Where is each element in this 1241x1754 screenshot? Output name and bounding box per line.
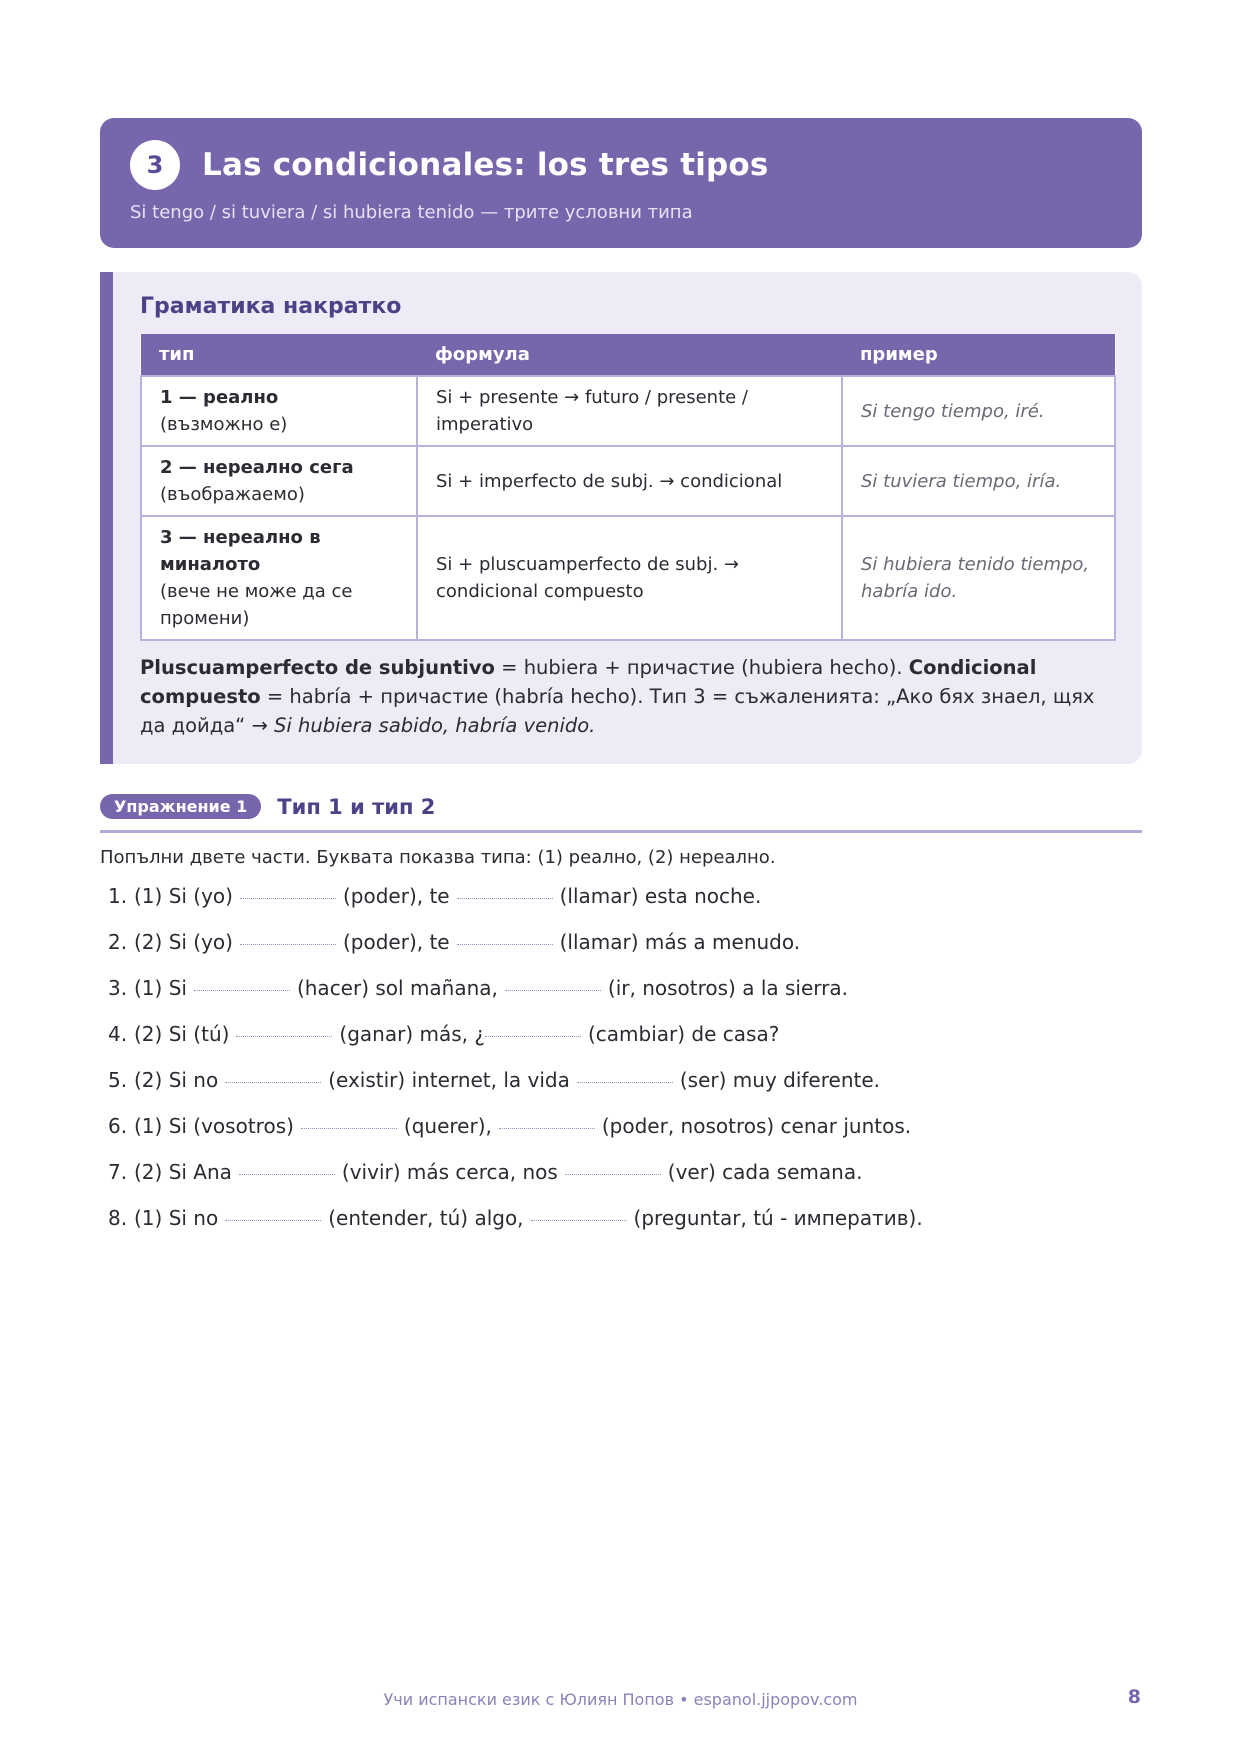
item-text: (existir) internet, la vida	[328, 1068, 570, 1092]
item-number: 8.	[108, 1206, 128, 1230]
formula-cell: Si + pluscuamperfecto de subj. → condicional compuesto	[417, 516, 842, 640]
exercise-list	[100, 876, 1142, 1244]
item-text: (cambiar) de casa?	[587, 1022, 780, 1046]
lesson-number-badge: 3	[130, 140, 180, 190]
item-text: (2) Si Ana	[134, 1160, 232, 1184]
item-number: 2.	[108, 930, 128, 954]
table-row	[141, 446, 1115, 516]
type-cell	[141, 446, 417, 516]
item-text: (2) Si no	[134, 1068, 219, 1092]
item-text: (preguntar, tú - императив).	[633, 1206, 923, 1230]
item-text: (ser) muy diferente.	[679, 1068, 881, 1092]
answer-blank[interactable]	[531, 1201, 627, 1221]
table-row	[141, 376, 1115, 446]
item-number: 6.	[108, 1114, 128, 1138]
grammar-title: Граматика накратко	[140, 294, 402, 319]
grammar-box	[100, 272, 1142, 764]
grammar-note	[140, 653, 1116, 740]
formula-cell: Si + imperfecto de subj. → condicional	[417, 446, 842, 516]
list-item	[100, 1106, 1142, 1152]
answer-blank[interactable]	[457, 879, 553, 899]
item-text: (hacer) sol mañana,	[296, 976, 498, 1000]
note-example: Si hubiera sabido, habría venido.	[274, 714, 596, 737]
column-header: тип	[141, 334, 417, 376]
item-text: (1) Si (vosotros)	[134, 1114, 294, 1138]
note-text: = habría + причастие (habría hecho). Тип 3 = съжаленията: „Ако бях знаел, щях да дойда“ →	[140, 685, 1095, 737]
note-text: = hubiera + причастие (hubiera hecho).	[494, 656, 909, 679]
item-text: (querer),	[403, 1114, 492, 1138]
item-text: (1) Si	[134, 976, 187, 1000]
exercise-header	[100, 794, 1142, 833]
list-item	[100, 1014, 1142, 1060]
item-number: 1.	[108, 884, 128, 908]
answer-blank[interactable]	[225, 1063, 321, 1083]
item-number: 5.	[108, 1068, 128, 1092]
item-text: (poder, nosotros) cenar juntos.	[601, 1114, 912, 1138]
list-item	[100, 1152, 1142, 1198]
type-cell	[141, 376, 417, 446]
answer-blank[interactable]	[505, 971, 601, 991]
item-number: 3.	[108, 976, 128, 1000]
list-item	[100, 876, 1142, 922]
answer-blank[interactable]	[301, 1109, 397, 1129]
list-item	[100, 922, 1142, 968]
answer-blank[interactable]	[485, 1017, 581, 1037]
grammar-table	[140, 334, 1116, 641]
note-term: Pluscuamperfecto de subjuntivo	[140, 656, 495, 679]
item-number: 7.	[108, 1160, 128, 1184]
answer-blank[interactable]	[499, 1109, 595, 1129]
answer-blank[interactable]	[565, 1155, 661, 1175]
exercise-title: Тип 1 и тип 2	[277, 794, 436, 819]
list-item	[100, 968, 1142, 1014]
answer-blank[interactable]	[239, 1155, 335, 1175]
lesson-title: Las condicionales: los tres tipos	[202, 147, 769, 183]
item-text: (entender, tú) algo,	[328, 1206, 524, 1230]
page-content	[100, 118, 1142, 1244]
column-header: пример	[842, 334, 1115, 376]
type-name: 1 — реално	[160, 387, 279, 408]
item-text: (ver) cada semana.	[667, 1160, 863, 1184]
list-item	[100, 1060, 1142, 1106]
answer-blank[interactable]	[577, 1063, 673, 1083]
type-description: (въображаемо)	[160, 484, 305, 505]
item-text: (ir, nosotros) a la sierra.	[607, 976, 848, 1000]
item-number: 4.	[108, 1022, 128, 1046]
column-header: формула	[417, 334, 842, 376]
type-cell	[141, 516, 417, 640]
page-footer: Учи испански език с Юлиян Попов • espanol.jjpopov.com	[383, 1690, 858, 1709]
note-term: Condicional compuesto	[140, 656, 1037, 708]
answer-blank[interactable]	[457, 925, 553, 945]
example-cell: Si hubiera tenido tiempo, habría ido.	[842, 516, 1115, 640]
list-item	[100, 1198, 1142, 1244]
item-text: (2) Si (tú)	[134, 1022, 230, 1046]
table-header-row	[141, 334, 1115, 376]
item-text: (2) Si (yo)	[134, 930, 233, 954]
item-text: (ganar) más, ¿	[339, 1022, 485, 1046]
item-text: (llamar) esta noche.	[559, 884, 762, 908]
example-cell: Si tuviera tiempo, iría.	[842, 446, 1115, 516]
lesson-subtitle: Si tengo / si tuviera / si hubiera tenido — трите условни типа	[130, 202, 693, 223]
item-text: (poder), te	[342, 884, 450, 908]
type-name: 2 — нереално сега	[160, 457, 354, 478]
item-text: (1) Si no	[134, 1206, 219, 1230]
answer-blank[interactable]	[240, 879, 336, 899]
answer-blank[interactable]	[194, 971, 290, 991]
type-description: (възможно е)	[160, 414, 288, 435]
type-description: (вече не може да се промени)	[160, 581, 353, 629]
table-row	[141, 516, 1115, 640]
answer-blank[interactable]	[240, 925, 336, 945]
exercise-instruction: Попълни двете части. Буквата показва типа: (1) реално, (2) нереално.	[100, 847, 776, 868]
lesson-header	[100, 118, 1142, 248]
answer-blank[interactable]	[236, 1017, 332, 1037]
example-cell: Si tengo tiempo, iré.	[842, 376, 1115, 446]
type-name: 3 — нереално в миналото	[160, 527, 321, 575]
exercise-badge: Упражнение 1	[100, 794, 261, 819]
formula-cell: Si + presente → futuro / presente / imperativo	[417, 376, 842, 446]
item-text: (poder), te	[342, 930, 450, 954]
item-text: (vivir) más cerca, nos	[341, 1160, 558, 1184]
page-number: 8	[1127, 1686, 1141, 1708]
item-text: (1) Si (yo)	[134, 884, 233, 908]
item-text: (llamar) más a menudo.	[559, 930, 801, 954]
answer-blank[interactable]	[225, 1201, 321, 1221]
